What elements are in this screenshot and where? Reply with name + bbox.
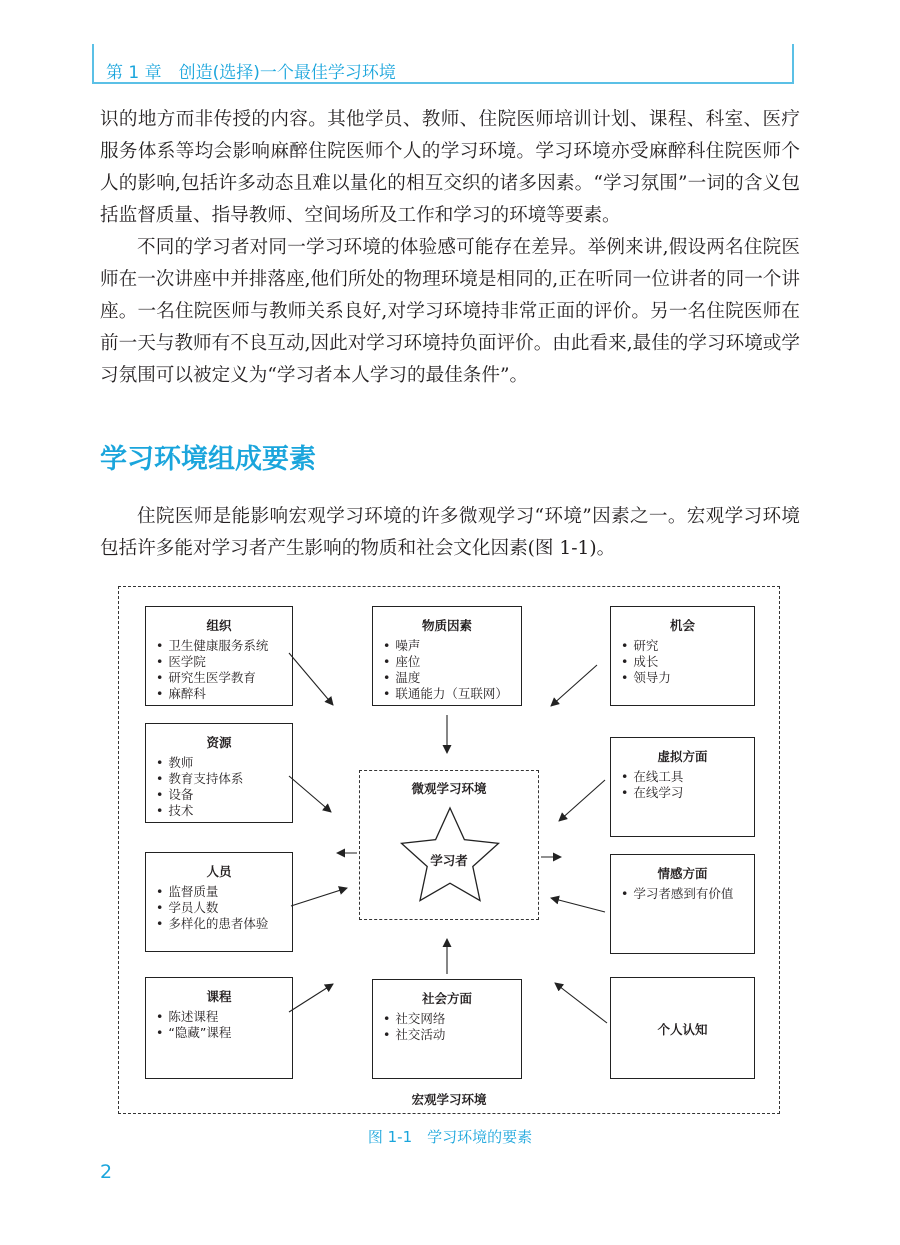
arrow-organization [289,653,333,705]
box-people [145,852,293,952]
learning-environment-diagram [118,586,780,1114]
box-social-list [373,1011,521,1043]
page-number: 2 [100,1161,113,1183]
list-item: • 陈述课程 [156,1009,292,1025]
learner-label: 学习者 [430,853,468,868]
box-resources-title: 资源 [206,735,232,750]
list-item: • 领导力 [621,670,754,686]
micro-learning-environment [359,770,539,920]
box-physical-list [373,638,521,702]
chapter-title: 第 1 章 创造(选择)一个最佳学习环境 [106,63,396,83]
list-item: • 噪声 [383,638,521,654]
section-heading: 学习环境组成要素 [100,444,316,475]
list-item: • 医学院 [156,654,292,670]
list-item: • 联通能力（互联网） [383,686,521,702]
list-item: • 温度 [383,670,521,686]
arrow-curriculum [289,984,333,1012]
arrow-virtual [559,780,605,821]
box-physical-title: 物质因素 [421,618,472,633]
list-item: • 设备 [156,787,292,803]
list-item: • 教育支持体系 [156,771,292,787]
list-item: • 研究 [621,638,754,654]
box-emotional-list [611,886,754,902]
paragraph-macro-environment: 住院医师是能影响宏观学习环境的许多微观学习“环境”因素之一。宏观学习环境包括许多能对学习者产生影响的物质和社会文化因素(图 1-1)。 [100,506,800,559]
paragraph-learner-experience: 不同的学习者对同一学习环境的体验感可能存在差异。举例来讲,假设两名住院医师在一次讲座中并排落座,他们所处的物理环境是相同的,正在听同一位讲者的同一个讲座。一名住院医师与教师关系良好,对学习环境持非常正面的评价。另一名住院医师在前一天与教师有不良互动,因此对学习环境持负面评价。由此看来,最佳的学习环境或学习氛围可以被定义为“学习者本人学习的最佳条件”。 [100,237,800,386]
list-item: • 监督质量 [156,884,292,900]
list-item: • 多样化的患者体验 [156,916,292,932]
arrow-resources [289,776,331,812]
box-people-title: 人员 [206,864,232,879]
box-organization-list [146,638,292,702]
list-item: • 教师 [156,755,292,771]
list-item: • 社交网络 [383,1011,521,1027]
figure-caption: 图 1-1 学习环境的要素 [367,1128,533,1146]
arrow-opportunity [551,665,597,706]
box-curriculum-list [146,1009,292,1041]
box-social-title: 社会方面 [421,991,472,1006]
box-virtual-title: 虚拟方面 [657,749,708,764]
list-item: • 学习者感到有价值 [621,886,754,902]
micro-environment-title: 微观学习环境 [411,781,487,796]
box-physical-factors [372,606,522,706]
arrow-people [291,888,347,906]
list-item: • 社交活动 [383,1027,521,1043]
list-item: • 学员人数 [156,900,292,916]
box-curriculum-title: 课程 [206,989,232,1004]
box-organization-title: 组织 [206,618,232,633]
box-resources [145,723,293,823]
paragraph-continued: 识的地方而非传授的内容。其他学员、教师、住院医师培训计划、课程、科室、医疗服务体系等均会影响麻醉住院医师个人的学习环境。学习环境亦受麻醉科住院医师个人的影响,包括许多动态且难以量化的相互交织的诸多因素。“学习氛围”一词的含义包括监督质量、指导教师、空间场所及工作和学习的环境等要素。 [100,109,800,226]
list-item: • 成长 [621,654,754,670]
list-item: • 麻醉科 [156,686,292,702]
list-item: • 卫生健康服务系统 [156,638,292,654]
list-item: • 技术 [156,803,292,819]
arrow-emotional [551,898,605,912]
list-item: • 在线工具 [621,769,754,785]
box-emotional [610,854,755,954]
box-social [372,979,522,1079]
box-organization [145,606,293,706]
list-item: • “隐藏”课程 [156,1025,292,1041]
box-personal-title: 个人认知 [657,1022,708,1037]
macro-environment-label: 宏观学习环境 [411,1092,487,1107]
box-opportunity [610,606,755,706]
star-shape [360,771,540,921]
box-emotional-title: 情感方面 [657,866,708,881]
running-header [92,44,794,84]
box-virtual [610,737,755,837]
list-item: • 在线学习 [621,785,754,801]
box-curriculum [145,977,293,1079]
list-item: • 座位 [383,654,521,670]
box-personal-cognition [610,977,755,1079]
box-resources-list [146,755,292,819]
box-opportunity-list [611,638,754,686]
box-people-list [146,884,292,932]
arrow-personal [555,983,607,1023]
box-virtual-list [611,769,754,801]
list-item: • 研究生医学教育 [156,670,292,686]
box-opportunity-title: 机会 [669,618,695,633]
